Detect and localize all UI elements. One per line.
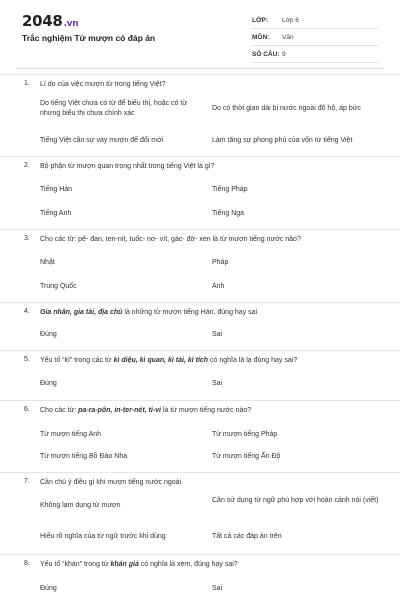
answer-option[interactable]: Tiếng Pháp (212, 186, 248, 193)
question-separator (0, 472, 400, 473)
question-text-emphasis: pa-ra-pôn, in-ter-nét, ti-vi (78, 407, 161, 414)
question-separator (0, 554, 400, 555)
answer-option[interactable]: Sai (212, 585, 223, 592)
meta-row-subject (252, 29, 378, 46)
answer-option[interactable]: Từ mượn tiếng Bồ Đào Nha (40, 453, 128, 460)
question-separator (0, 229, 400, 230)
meta-table (252, 12, 378, 63)
answer-option[interactable]: Tiếng Anh (40, 210, 72, 217)
answer-option[interactable]: Tiếng Hán (40, 186, 73, 193)
question-text-part: Bộ phận từ mượn quan trọng nhất trong tiếng Việt là gì? (40, 163, 215, 170)
answer-option[interactable]: Trung Quốc (40, 283, 77, 290)
meta-row-class (252, 12, 378, 29)
question-text (40, 235, 380, 245)
answer-option[interactable]: Do có thời gian dài bị nước ngoài đô hộ, áp bức (212, 105, 361, 112)
question-text (40, 478, 380, 488)
question-text-part: có nghĩa là lạ đúng hay sai? (208, 357, 298, 364)
question-text (40, 308, 380, 318)
logo-main: 2048 (22, 12, 63, 30)
question-separator (0, 156, 400, 157)
question-number: 8. (24, 560, 30, 567)
question-separator (0, 400, 400, 401)
answer-option[interactable]: Pháp (212, 259, 229, 266)
meta-key: SỐ CÂU: (252, 50, 280, 58)
answer-option[interactable]: Sai (212, 331, 223, 338)
question-number: 5. (24, 356, 30, 363)
question-number: 4. (24, 308, 30, 315)
question-text (40, 80, 380, 90)
answer-option[interactable]: Từ mượn tiếng Anh (40, 431, 102, 438)
question-number: 6. (24, 406, 30, 413)
question-text-part: có nghĩa là xem, đúng hay sai? (138, 561, 238, 568)
question-number: 2. (24, 162, 30, 169)
question-text-part: là từ mượn tiếng nước nào? (161, 407, 252, 414)
question-text-emphasis: khán giả (110, 561, 139, 568)
answer-option[interactable]: Sai (212, 380, 223, 387)
question-number: 7. (24, 478, 30, 485)
answer-option[interactable]: Đúng (40, 585, 57, 592)
question-text-part: Yếu tố “kì” trong các từ (40, 357, 114, 364)
question-number: 1. (24, 80, 30, 87)
question-text (40, 356, 380, 366)
question-separator (0, 302, 400, 303)
answer-option[interactable]: Hiểu rõ nghĩa của từ ngữ trước khi dùng (40, 533, 166, 540)
answer-option[interactable]: Tất cả các đáp án trên (212, 533, 282, 540)
question-text (40, 406, 380, 416)
answer-option[interactable]: Làm tăng sự phong phú của vốn từ tiếng Việt (212, 137, 353, 144)
page-title: Trắc nghiệm Từ mượn có đáp án (22, 33, 156, 43)
answer-option[interactable]: Nhật (40, 259, 55, 266)
answer-option[interactable]: Tiếng Nga (212, 210, 245, 217)
site-logo[interactable] (22, 12, 78, 30)
question-text-part: là những từ mượn tiếng Hán, đúng hay sai (122, 309, 258, 316)
header (0, 0, 400, 72)
answer-option[interactable]: Do tiếng Việt chưa có từ để biểu thị, hoặc có từ nhưng biểu thị chưa chính xác (40, 100, 188, 117)
question-text-part: Cần chú ý điều gì khi mượn tiếng nước ngoài (40, 479, 182, 486)
meta-value: Văn (282, 33, 294, 41)
question-separator (0, 350, 400, 351)
meta-value: Lớp 6 (282, 16, 299, 24)
question-number: 3. (24, 235, 30, 242)
answer-option[interactable]: Tiếng Việt cần sự vay mượn để đổi mới (40, 137, 164, 144)
answer-option[interactable]: Không lạm dụng từ mượn (40, 502, 121, 509)
meta-row-count (252, 46, 378, 63)
meta-key: LỚP: (252, 16, 269, 24)
answer-option[interactable]: Cần sử dụng từ ngữ phù hợp với hoàn cảnh nói (viết) (212, 497, 379, 504)
question-text (40, 560, 380, 570)
meta-key: MÔN: (252, 33, 270, 41)
answer-option[interactable]: Đúng (40, 331, 57, 338)
question-text-emphasis: Gia nhân, gia tài, địa chủ (40, 309, 123, 316)
logo-suffix: .vn (63, 19, 79, 29)
question-text-part: Lí do của việc mượn từ trong tiếng Việt? (40, 81, 166, 88)
answer-option[interactable]: Từ mượn tiếng Pháp (212, 431, 278, 438)
meta-value: 9 (282, 50, 286, 58)
answer-option[interactable]: Từ mượn tiếng Ấn Độ (212, 453, 281, 460)
question-text-part: Yếu tố “khán” trong từ (40, 561, 111, 568)
question-separator (0, 74, 400, 75)
question-text (40, 162, 380, 172)
header-divider (16, 68, 384, 69)
question-text-part: Cho các từ: (40, 407, 79, 414)
question-text-part: Cho các từ: pê- đan, ten-nít, tuốc- nơ- vít, gác- đờ- xen là từ mượn tiếng nước nào? (40, 236, 301, 243)
question-text-emphasis: kì diệu, kì quan, kì tài, kì tích (113, 357, 209, 364)
answer-option[interactable]: Anh (212, 283, 225, 290)
answer-option[interactable]: Đúng (40, 380, 57, 387)
